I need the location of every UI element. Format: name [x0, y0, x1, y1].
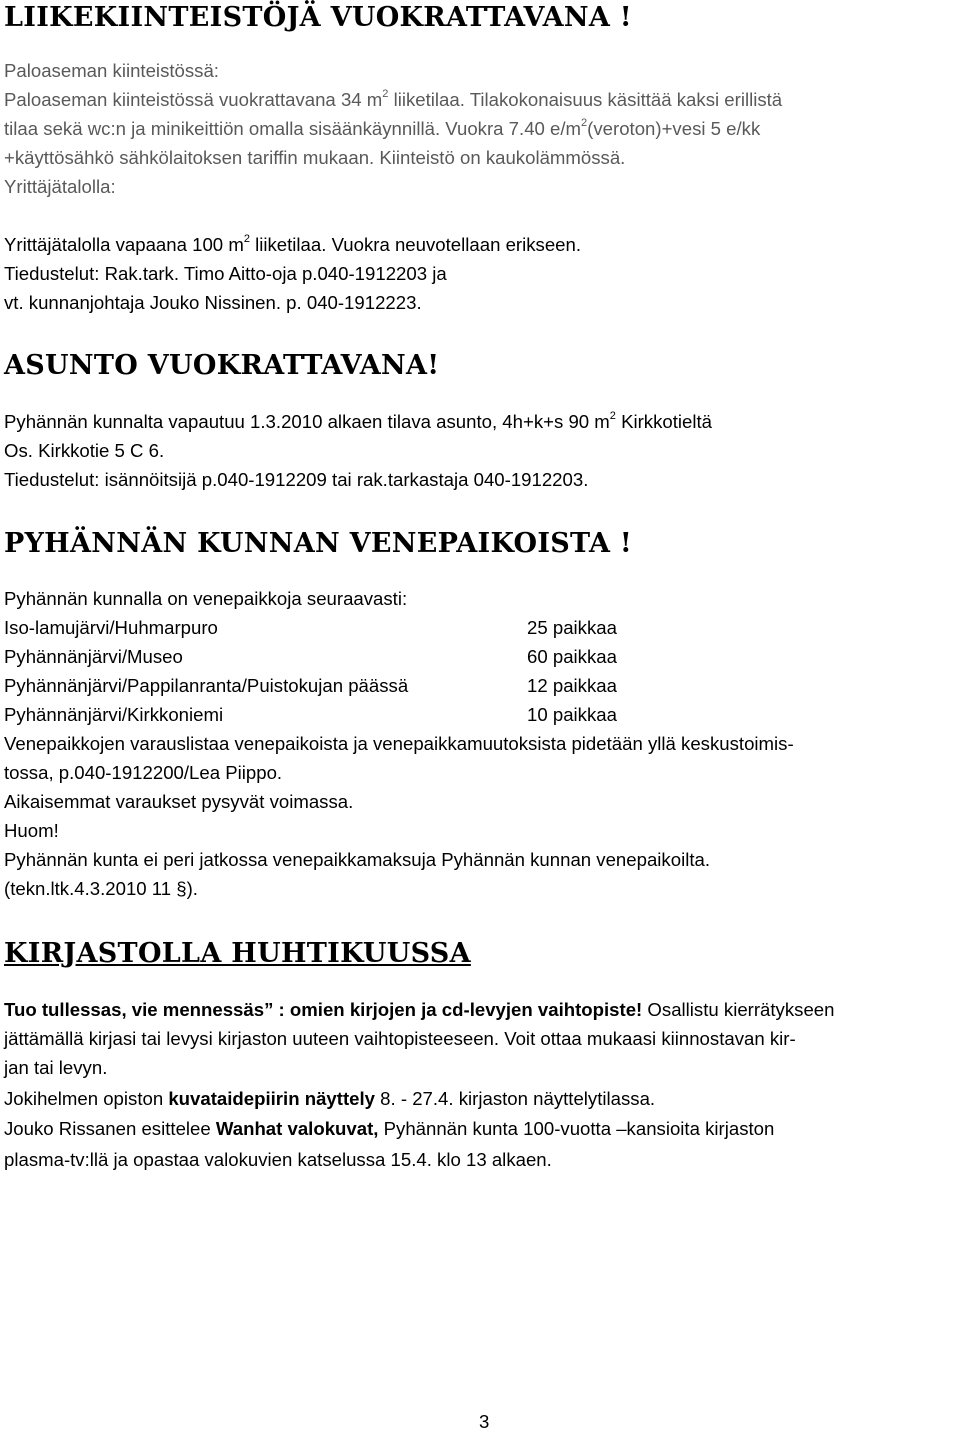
paragraph-line: Jokihelmen opiston kuvataidepiirin näyttely 8. - 27.4. kirjaston näyttelytilassa.	[4, 1088, 656, 1109]
boat-place-count: 10 paikkaa	[527, 704, 617, 725]
heading-boat-places: PYHÄNNÄN KUNNAN VENEPAIKOISTA !	[4, 528, 633, 559]
subheading-entrepreneur-house: Yrittäjätalolla:	[4, 176, 116, 197]
paragraph-line: Tuo tullessas, vie mennessäs” : omien kirjojen ja cd-levyjen vaihtopiste! Osallistu kierrätykseen	[4, 999, 835, 1020]
paragraph-line: Pyhännän kunnalta vapautuu 1.3.2010 alkaen tilava asunto, 4h+k+s 90 $m^2$ Kirkkotieltä	[4, 410, 713, 432]
paragraph-line: Yrittäjätalolla vapaana 100 $m^2$ liiketilaa. Vuokra neuvotellaan erikseen.	[4, 233, 582, 255]
heading-commercial-premises: LIIKEKIINTEISTÖJÄ VUOKRATTAVANA !	[4, 2, 632, 33]
boat-place-count: 12 paikkaa	[527, 675, 617, 696]
paragraph-line: Paloaseman kiinteistössä vuokrattavana 34 $m^2$ liiketilaa. Tilakokonaisuus käsittää kaksi erillistä	[4, 88, 783, 110]
paragraph-line: Aikaisemmat varaukset pysyvät voimassa.	[4, 791, 354, 812]
paragraph-line: +käyttösähkö sähkölaitoksen tariffin mukaan. Kiinteistö on kaukolämmössä.	[4, 147, 626, 168]
paragraph-line: Pyhännän kunta ei peri jatkossa venepaikkamaksuja Pyhännän kunnan venepaikoilta.	[4, 849, 710, 870]
paragraph-line: plasma-tv:llä ja opastaa valokuvien katselussa 15.4. klo 13 alkaen.	[4, 1149, 552, 1170]
boat-place-name: Pyhännänjärvi/Kirkkoniemi	[4, 704, 224, 725]
subheading-fire-station: Paloaseman kiinteistössä:	[4, 60, 219, 81]
boat-place-count: 25 paikkaa	[527, 617, 617, 638]
heading-apartment-for-rent: ASUNTO VUOKRATTAVANA!	[4, 350, 440, 381]
paragraph-line: Huom!	[4, 820, 59, 841]
paragraph-line: tilaa sekä wc:n ja minikeittiön omalla sisäänkäynnillä. Vuokra 7.40 $e/m^2(veroton)+vesi$ 5 e/kk	[4, 117, 761, 139]
paragraph-line: Pyhännän kunnalla on venepaikkoja seuraavasti:	[4, 588, 408, 609]
paragraph-line: jan tai levyn.	[4, 1057, 108, 1078]
boat-place-name: Pyhännänjärvi/Pappilanranta/Puistokujan päässä	[4, 675, 409, 696]
paragraph-line: Tiedustelut: isännöitsijä p.040-1912209 tai rak.tarkastaja 040-1912203.	[4, 469, 589, 490]
paragraph-line: jättämällä kirjasi tai levysi kirjaston uuteen vaihtopisteeseen. Voit ottaa mukaasi kiinnostavan kir-	[4, 1028, 796, 1049]
paragraph-line: Venepaikkojen varauslistaa venepaikoista ja venepaikkamuutoksista pidetään yllä keskustoimis-	[4, 733, 794, 754]
boat-place-count: 60 paikkaa	[527, 646, 617, 667]
paragraph-line: vt. kunnanjohtaja Jouko Nissinen. p. 040-1912223.	[4, 292, 422, 313]
paragraph-line: Jouko Rissanen esittelee Wanhat valokuvat, Pyhännän kunta 100-vuotta –kansioita kirjaston	[4, 1118, 775, 1139]
paragraph-line: Os. Kirkkotie 5 C 6.	[4, 440, 165, 461]
boat-place-name: Iso-lamujärvi/Huhmarpuro	[4, 617, 218, 638]
paragraph-line: (tekn.ltk.4.3.2010 11 §).	[4, 878, 198, 899]
paragraph-line: tossa, p.040-1912200/Lea Piippo.	[4, 762, 283, 783]
page-number: 3	[479, 1411, 490, 1432]
paragraph-line: Tiedustelut: Rak.tark. Timo Aitto-oja p.040-1912203 ja	[4, 263, 447, 284]
boat-place-name: Pyhännänjärvi/Museo	[4, 646, 183, 667]
heading-library-april: KIRJASTOLLA HUHTIKUUSSA	[4, 938, 471, 969]
